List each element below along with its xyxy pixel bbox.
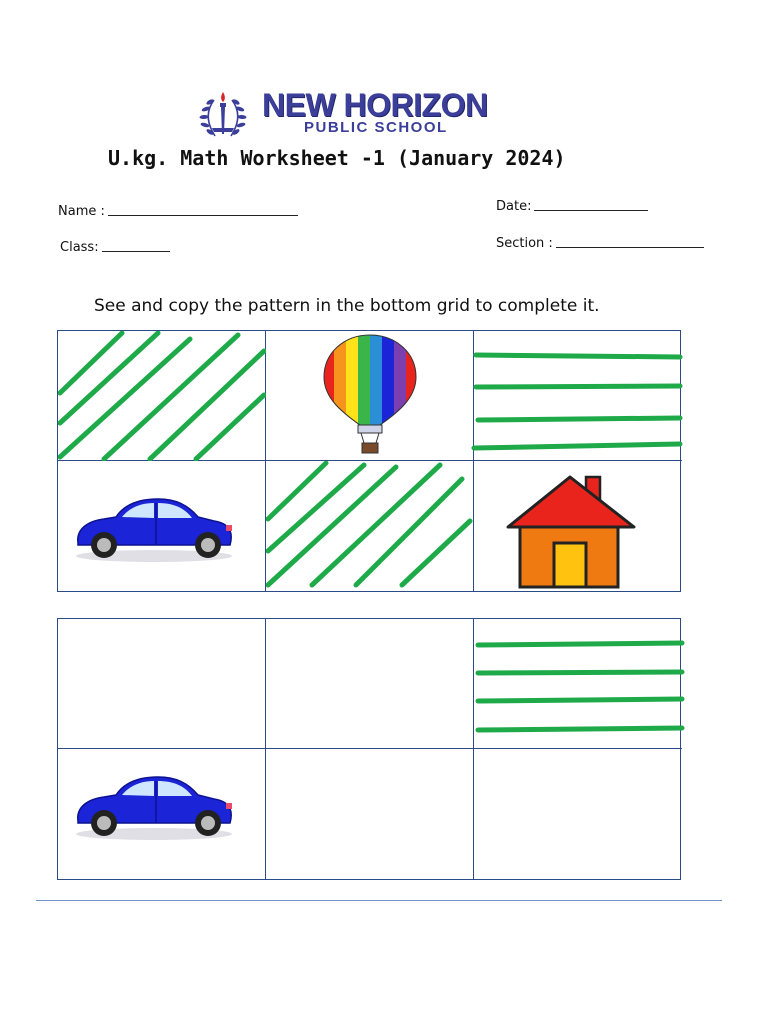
name-blank-line[interactable] [108,214,298,216]
horizontal-lines-icon [474,331,686,461]
name-label: Name : [58,204,105,219]
pattern-cell-house [474,461,682,591]
worksheet-title: U.kg. Math Worksheet -1 (January 2024) [108,146,566,170]
diagonal-lines-icon [58,331,266,461]
page-divider [36,900,722,901]
instruction-text: See and copy the pattern in the bottom grid to complete it. [94,296,600,316]
school-logo [190,88,540,140]
house-icon [474,461,682,591]
copy-cell-horizontal-lines [474,619,682,749]
copy-cell-empty-3[interactable] [266,749,474,879]
pattern-grid [57,330,681,592]
pattern-cell-balloon [266,331,474,461]
school-name: NEW HORIZON [262,87,488,123]
class-blank-line[interactable] [102,250,170,252]
date-field[interactable] [496,199,648,214]
copy-cell-car [58,749,266,879]
car-icon [58,461,266,591]
torch-laurel-icon [190,88,256,140]
pattern-cell-diagonal-lines-2 [266,461,474,591]
section-field[interactable] [496,236,704,251]
car-icon [58,749,266,879]
class-field[interactable] [60,240,170,255]
pattern-cell-horizontal-lines [474,331,682,461]
section-label: Section : [496,236,553,251]
school-subtitle: PUBLIC SCHOOL [304,119,448,136]
copy-cell-empty-2[interactable] [266,619,474,749]
hot-air-balloon-icon [266,331,474,461]
copy-cell-empty-1[interactable] [58,619,266,749]
date-blank-line[interactable] [534,209,648,211]
horizontal-lines-icon [474,619,686,749]
date-label: Date: [496,199,532,214]
copy-cell-empty-4[interactable] [474,749,682,879]
pattern-cell-car [58,461,266,591]
pattern-cell-diagonal-lines [58,331,266,461]
name-field[interactable] [58,204,298,219]
copy-grid [57,618,681,880]
diagonal-lines-icon [266,461,474,591]
section-blank-line[interactable] [556,246,704,248]
class-label: Class: [60,240,99,255]
